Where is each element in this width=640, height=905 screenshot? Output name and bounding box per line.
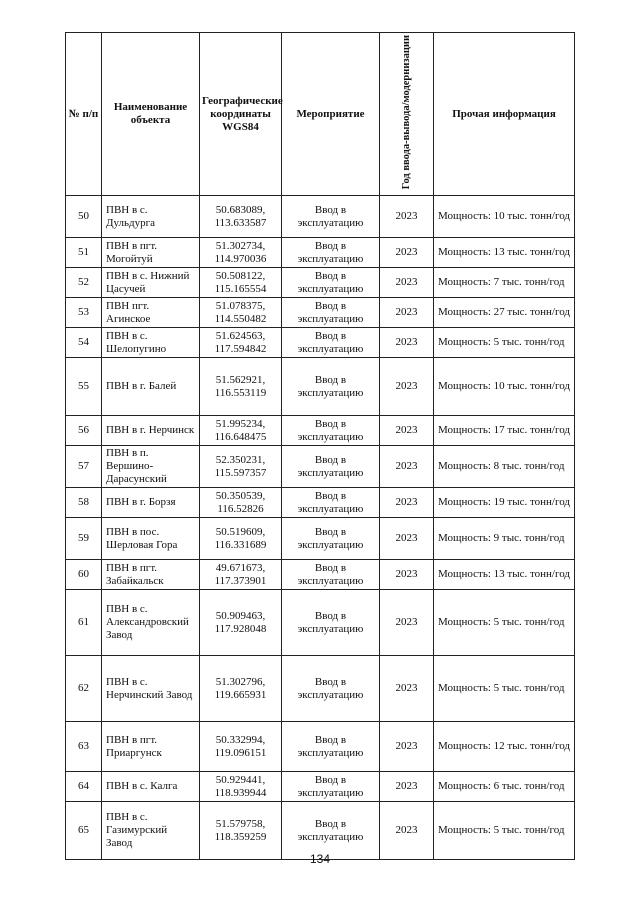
object-name: ПВН в пгт. Приаргунск <box>106 733 162 759</box>
longitude: 114.550482 <box>214 312 267 325</box>
other-info: Мощность: 9 тыс. тонн/год <box>438 532 565 545</box>
table-row <box>66 268 575 298</box>
row-number-cell <box>66 656 102 722</box>
action-cell <box>282 196 380 238</box>
latitude: 50.519609, <box>215 525 266 538</box>
action-cell <box>282 590 380 656</box>
object-name: ПВН в пос. Шерловая Гора <box>106 525 178 551</box>
year: 2023 <box>395 824 418 837</box>
year-cell <box>380 488 434 518</box>
action: Ввод в эксплуатацию <box>297 773 364 799</box>
action-cell <box>282 488 380 518</box>
object-name-cell <box>102 238 200 268</box>
header-year-cell <box>380 33 434 196</box>
object-name: ПВН в с. Газимурский Завод <box>106 811 168 850</box>
object-name: ПВН в г. Борзя <box>106 496 176 509</box>
latitude: 50.332994, <box>215 733 266 746</box>
object-name-cell <box>102 416 200 446</box>
year-cell <box>380 328 434 358</box>
longitude: 116.331689 <box>214 538 267 551</box>
other-info-cell <box>434 656 575 722</box>
other-info-cell <box>434 268 575 298</box>
longitude: 117.373901 <box>214 574 267 587</box>
longitude: 119.096151 <box>214 746 267 759</box>
latitude: 50.909463, <box>215 609 266 622</box>
other-info: Мощность: 10 тыс. тонн/год <box>438 380 570 393</box>
row-number-cell <box>66 772 102 802</box>
latitude: 50.929441, <box>215 773 266 786</box>
header-year: Год ввода-вывода/модернизации <box>400 35 412 190</box>
row-number: 60 <box>78 568 89 581</box>
latitude: 51.579758, <box>215 817 266 830</box>
row-number-cell <box>66 560 102 590</box>
coordinates-cell <box>200 358 282 416</box>
object-name-cell <box>102 772 200 802</box>
header-num: № п/п <box>66 33 102 196</box>
latitude: 51.302796, <box>215 675 266 688</box>
action-cell <box>282 328 380 358</box>
coordinates-cell <box>200 446 282 488</box>
object-name: ПВН в п. Вершино-Дарасунский <box>106 447 167 486</box>
row-number: 54 <box>78 336 89 349</box>
longitude: 119.665931 <box>214 688 267 701</box>
other-info: Мощность: 10 тыс. тонн/год <box>438 210 570 223</box>
coordinates-cell <box>200 656 282 722</box>
action: Ввод в эксплуатацию <box>297 675 364 701</box>
object-name-cell <box>102 298 200 328</box>
action-cell <box>282 268 380 298</box>
longitude: 115.165554 <box>214 282 267 295</box>
action: Ввод в эксплуатацию <box>297 269 364 295</box>
coordinates-cell <box>200 298 282 328</box>
row-number: 55 <box>78 380 89 393</box>
object-name-cell <box>102 488 200 518</box>
other-info: Мощность: 17 тыс. тонн/год <box>438 424 570 437</box>
latitude: 50.508122, <box>215 269 266 282</box>
other-info: Мощность: 5 тыс. тонн/год <box>438 682 565 695</box>
latitude: 52.350231, <box>215 453 266 466</box>
year: 2023 <box>395 210 418 223</box>
year-cell <box>380 358 434 416</box>
action: Ввод в эксплуатацию <box>297 299 364 325</box>
action-cell <box>282 416 380 446</box>
object-name: ПВН в г. Нерчинск <box>106 424 195 437</box>
latitude: 50.350539, <box>215 489 266 502</box>
year: 2023 <box>395 532 418 545</box>
object-name: ПВН в с. Шелопугино <box>106 329 167 355</box>
other-info-cell <box>434 446 575 488</box>
header-info: Прочая информация <box>434 33 575 196</box>
table-body <box>66 196 575 860</box>
year: 2023 <box>395 496 418 509</box>
other-info: Мощность: 19 тыс. тонн/год <box>438 496 570 509</box>
year-cell <box>380 238 434 268</box>
coordinates-cell <box>200 560 282 590</box>
object-name-cell <box>102 656 200 722</box>
table-row <box>66 722 575 772</box>
table-row <box>66 358 575 416</box>
year-cell <box>380 772 434 802</box>
year-cell <box>380 656 434 722</box>
year: 2023 <box>395 424 418 437</box>
year: 2023 <box>395 336 418 349</box>
row-number-cell <box>66 358 102 416</box>
row-number: 61 <box>78 616 89 629</box>
latitude: 51.995234, <box>215 417 266 430</box>
year: 2023 <box>395 740 418 753</box>
latitude: 51.078375, <box>215 299 266 312</box>
longitude: 114.970036 <box>214 252 267 265</box>
coordinates-cell <box>200 488 282 518</box>
object-name-cell <box>102 268 200 298</box>
latitude: 51.624563, <box>215 329 266 342</box>
coordinates-cell <box>200 590 282 656</box>
other-info: Мощность: 13 тыс. тонн/год <box>438 568 570 581</box>
object-name-cell <box>102 518 200 560</box>
action: Ввод в эксплуатацию <box>297 373 364 399</box>
object-name: ПВН в пгт. Могойтуй <box>106 239 158 265</box>
longitude: 115.597357 <box>214 466 267 479</box>
year-cell <box>380 590 434 656</box>
row-number-cell <box>66 268 102 298</box>
action-cell <box>282 238 380 268</box>
row-number-cell <box>66 722 102 772</box>
object-name: ПВН в с. Нерчинский Завод <box>106 675 193 701</box>
table-row <box>66 298 575 328</box>
year: 2023 <box>395 616 418 629</box>
action-cell <box>282 298 380 328</box>
table-row <box>66 590 575 656</box>
table-header-row <box>66 33 575 196</box>
other-info-cell <box>434 328 575 358</box>
facilities-table <box>65 32 575 860</box>
coordinates-cell <box>200 722 282 772</box>
latitude: 50.683089, <box>215 203 266 216</box>
row-number: 65 <box>78 824 89 837</box>
other-info-cell <box>434 488 575 518</box>
row-number-cell <box>66 590 102 656</box>
row-number-cell <box>66 416 102 446</box>
action-cell <box>282 656 380 722</box>
longitude: 116.648475 <box>214 430 267 443</box>
other-info: Мощность: 8 тыс. тонн/год <box>438 460 565 473</box>
coordinates-cell <box>200 518 282 560</box>
year-cell <box>380 268 434 298</box>
table-row <box>66 196 575 238</box>
longitude: 118.939944 <box>214 786 267 799</box>
table-row <box>66 446 575 488</box>
object-name-cell <box>102 196 200 238</box>
year: 2023 <box>395 380 418 393</box>
object-name-cell <box>102 560 200 590</box>
action-cell <box>282 722 380 772</box>
row-number: 62 <box>78 682 89 695</box>
other-info-cell <box>434 560 575 590</box>
row-number-cell <box>66 446 102 488</box>
other-info: Мощность: 7 тыс. тонн/год <box>438 276 565 289</box>
row-number-cell <box>66 328 102 358</box>
year-cell <box>380 298 434 328</box>
other-info: Мощность: 6 тыс. тонн/год <box>438 780 565 793</box>
row-number: 57 <box>78 460 89 473</box>
header-action: Мероприятие <box>282 33 380 196</box>
table-row <box>66 656 575 722</box>
object-name-cell <box>102 590 200 656</box>
table-row <box>66 772 575 802</box>
table-row <box>66 416 575 446</box>
row-number-cell <box>66 196 102 238</box>
coordinates-cell <box>200 238 282 268</box>
other-info-cell <box>434 722 575 772</box>
longitude: 116.553119 <box>214 386 267 399</box>
other-info-cell <box>434 518 575 560</box>
row-number: 52 <box>78 276 89 289</box>
object-name: ПВН в г. Балей <box>106 380 177 393</box>
other-info: Мощность: 5 тыс. тонн/год <box>438 824 565 837</box>
object-name: ПВН в с. Александровский Завод <box>106 603 189 642</box>
year: 2023 <box>395 568 418 581</box>
action: Ввод в эксплуатацию <box>297 817 364 843</box>
action-cell <box>282 560 380 590</box>
coordinates-cell <box>200 416 282 446</box>
row-number-cell <box>66 238 102 268</box>
action: Ввод в эксплуатацию <box>297 489 364 515</box>
row-number: 64 <box>78 780 89 793</box>
other-info-cell <box>434 196 575 238</box>
object-name: ПВН пгт. Агинское <box>106 299 151 325</box>
year: 2023 <box>395 306 418 319</box>
action-cell <box>282 446 380 488</box>
year-cell <box>380 416 434 446</box>
latitude: 51.302734, <box>215 239 266 252</box>
row-number: 53 <box>78 306 89 319</box>
action-cell <box>282 518 380 560</box>
other-info: Мощность: 12 тыс. тонн/год <box>438 740 570 753</box>
action: Ввод в эксплуатацию <box>297 561 364 587</box>
table-row <box>66 328 575 358</box>
row-number: 50 <box>78 210 89 223</box>
action: Ввод в эксплуатацию <box>297 453 364 479</box>
row-number-cell <box>66 518 102 560</box>
longitude: 117.594842 <box>214 342 267 355</box>
year: 2023 <box>395 276 418 289</box>
coordinates-cell <box>200 268 282 298</box>
other-info-cell <box>434 416 575 446</box>
table-row <box>66 518 575 560</box>
longitude: 118.359259 <box>214 830 267 843</box>
table-row <box>66 560 575 590</box>
other-info-cell <box>434 590 575 656</box>
year: 2023 <box>395 460 418 473</box>
year-cell <box>380 518 434 560</box>
longitude: 113.633587 <box>214 216 267 229</box>
year: 2023 <box>395 682 418 695</box>
longitude: 117.928048 <box>214 622 267 635</box>
year-cell <box>380 196 434 238</box>
row-number: 56 <box>78 424 89 437</box>
other-info: Мощность: 5 тыс. тонн/год <box>438 336 565 349</box>
action: Ввод в эксплуатацию <box>297 203 364 229</box>
table-row <box>66 488 575 518</box>
longitude: 116.52826 <box>217 502 264 515</box>
action-cell <box>282 358 380 416</box>
other-info-cell <box>434 238 575 268</box>
other-info-cell <box>434 772 575 802</box>
action: Ввод в эксплуатацию <box>297 733 364 759</box>
year: 2023 <box>395 780 418 793</box>
row-number: 58 <box>78 496 89 509</box>
other-info-cell <box>434 358 575 416</box>
row-number-cell <box>66 298 102 328</box>
latitude: 51.562921, <box>215 373 266 386</box>
action: Ввод в эксплуатацию <box>297 329 364 355</box>
page-number: 134 <box>309 852 331 866</box>
header-coords: Географические координаты WGS84 <box>200 33 282 196</box>
year-cell <box>380 560 434 590</box>
latitude: 49.671673, <box>215 561 266 574</box>
year-cell <box>380 722 434 772</box>
row-number: 51 <box>78 246 89 259</box>
object-name: ПВН в с. Калга <box>106 780 178 793</box>
object-name: ПВН в пгт. Забайкальск <box>106 561 164 587</box>
object-name-cell <box>102 358 200 416</box>
row-number: 63 <box>78 740 89 753</box>
coordinates-cell <box>200 772 282 802</box>
year: 2023 <box>395 246 418 259</box>
action: Ввод в эксплуатацию <box>297 609 364 635</box>
table-row <box>66 238 575 268</box>
coordinates-cell <box>200 328 282 358</box>
other-info: Мощность: 5 тыс. тонн/год <box>438 616 565 629</box>
row-number: 59 <box>78 532 89 545</box>
other-info-cell <box>434 298 575 328</box>
action: Ввод в эксплуатацию <box>297 525 364 551</box>
other-info: Мощность: 27 тыс. тонн/год <box>438 306 570 319</box>
action-cell <box>282 772 380 802</box>
other-info: Мощность: 13 тыс. тонн/год <box>438 246 570 259</box>
object-name: ПВН в с. Дульдурга <box>106 203 156 229</box>
object-name-cell <box>102 328 200 358</box>
action: Ввод в эксплуатацию <box>297 417 364 443</box>
year-cell <box>380 446 434 488</box>
coordinates-cell <box>200 196 282 238</box>
object-name: ПВН в с. Нижний Цасучей <box>106 269 190 295</box>
object-name-cell <box>102 446 200 488</box>
header-name: Наименование объекта <box>102 33 200 196</box>
object-name-cell <box>102 722 200 772</box>
action: Ввод в эксплуатацию <box>297 239 364 265</box>
row-number-cell <box>66 488 102 518</box>
